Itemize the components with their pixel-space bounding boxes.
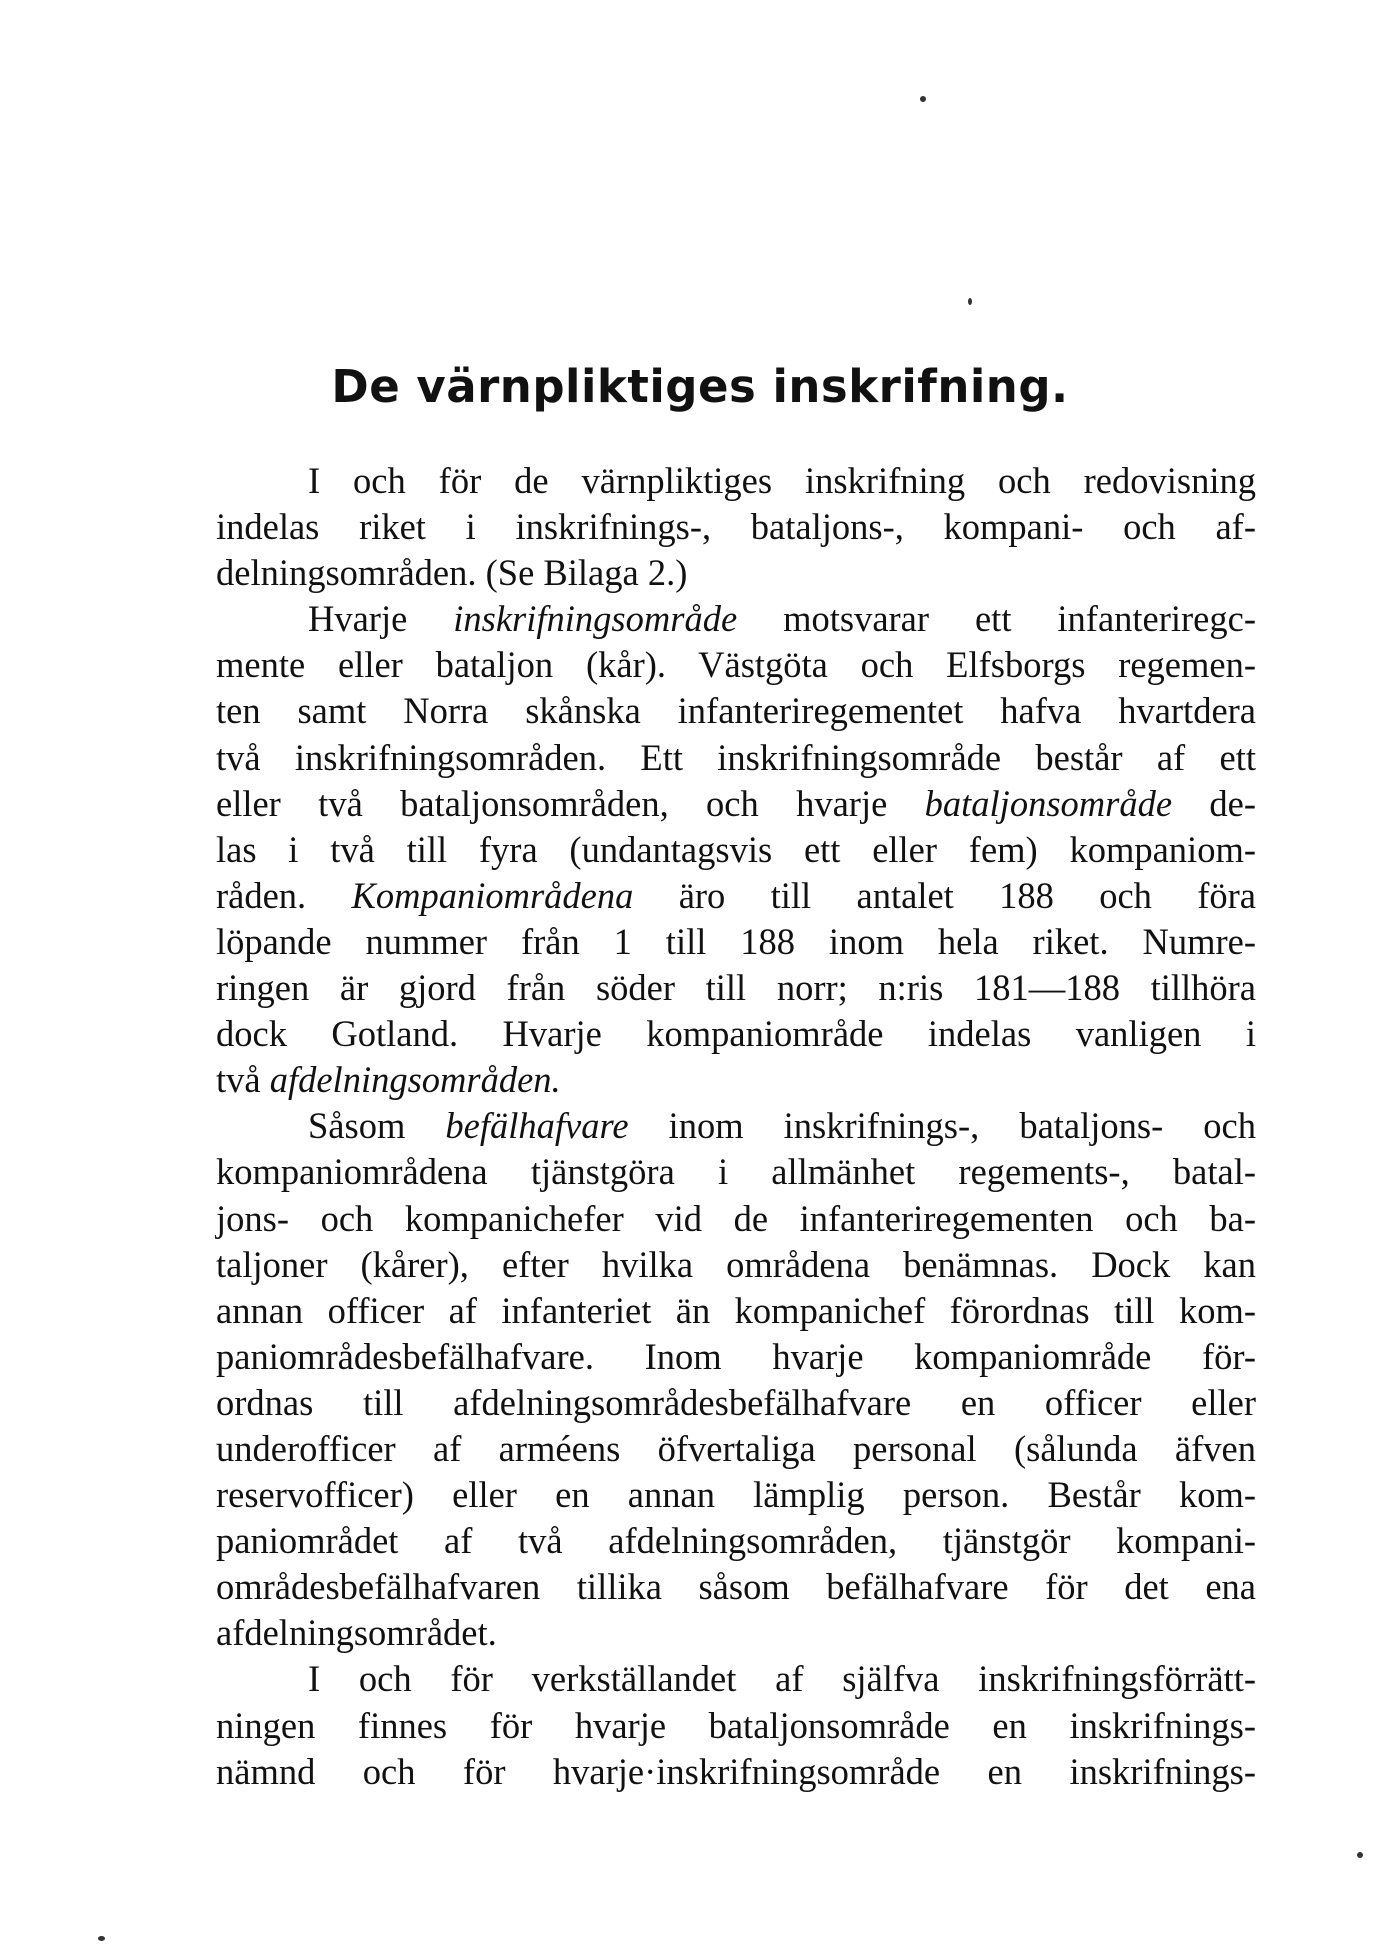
text-segment: dock Gotland. Hvarje kompaniområde indelas vanligen i: [216, 1013, 1256, 1055]
text-line: [216, 781, 1256, 827]
scan-speck: [1357, 1852, 1363, 1858]
body-text: [216, 458, 1256, 1795]
text-line: [216, 642, 1256, 688]
scan-speck: [98, 1936, 105, 1941]
text-line: [216, 458, 1256, 504]
text-segment: paniområdesbefälhafvare. Inom hvarje kompaniområde för-: [216, 1335, 1256, 1377]
text-line: [216, 873, 1256, 919]
text-segment: eller två bataljonsområden, och hvarje: [216, 782, 925, 824]
text-segment: delningsområden. (Se Bilaga 2.): [216, 552, 688, 594]
paragraph: [216, 1656, 1256, 1794]
text-segment: kompaniområdena tjänstgöra i allmänhet regements-, batal-: [216, 1151, 1256, 1193]
text-line: [216, 1380, 1256, 1426]
text-line: [216, 1610, 1256, 1656]
text-segment: annan officer af infanteriet än kompanichef förordnas till kom-: [216, 1289, 1256, 1331]
text-segment: områdesbefälhafvaren tillika såsom befälhafvare för det ena: [216, 1566, 1256, 1608]
text-line: [216, 1149, 1256, 1195]
text-segment: indelas riket i inskrifnings-, bataljons-, kompani- och af-: [216, 506, 1256, 548]
italic-term: inskrifningsområde: [453, 598, 738, 640]
text-line: [216, 1472, 1256, 1518]
text-segment: underofficer af arméens öfvertaliga personal (sålunda äfven: [216, 1427, 1256, 1469]
text-line: [216, 1242, 1256, 1288]
text-segment: I och för verkställandet af själfva inskrifningsförrätt-: [308, 1658, 1256, 1700]
text-segment: mente eller bataljon (kår). Västgöta och Elfsborgs regemen-: [216, 644, 1256, 686]
text-line: [216, 1426, 1256, 1472]
text-line: [216, 965, 1256, 1011]
text-segment: två inskrifningsområden. Ett inskrifningsområde består af ett: [216, 736, 1256, 778]
italic-term: bataljonsområde: [924, 782, 1173, 824]
text-segment: las i två till fyra (undantagsvis ett eller fem) kompaniom-: [216, 828, 1256, 870]
italic-term: Kompaniområdena: [351, 874, 634, 916]
text-line: [216, 550, 1256, 596]
text-line: [216, 735, 1256, 781]
text-segment: äro till antalet 188 och föra: [633, 874, 1256, 916]
text-segment: ordnas till afdelningsområdesbefälhafvare en officer eller: [216, 1381, 1256, 1423]
text-segment: råden.: [216, 874, 352, 916]
paragraph: [216, 596, 1256, 1103]
text-segment: afdelningsområdet.: [216, 1612, 497, 1654]
text-segment: motsvarar ett infanteriregc-: [737, 598, 1256, 640]
text-segment: inom inskrifnings-, bataljons- och: [628, 1105, 1256, 1147]
text-segment: nämnd och för hvarje·inskrifningsområde en inskrifnings-: [216, 1750, 1256, 1792]
text-segment: ten samt Norra skånska infanteriregementet hafva hvartdera: [216, 690, 1256, 732]
text-line: [216, 1564, 1256, 1610]
text-line: [216, 1196, 1256, 1242]
text-line: [216, 919, 1256, 965]
text-line: [216, 688, 1256, 734]
text-segment: två: [216, 1059, 270, 1101]
text-line: [216, 1656, 1256, 1702]
text-line: [216, 1057, 1256, 1103]
text-line: [216, 1703, 1256, 1749]
page-title: De värnpliktiges inskrifning.: [331, 360, 1069, 413]
text-line: [216, 1103, 1256, 1149]
text-segment: löpande nummer från 1 till 188 inom hela riket. Numre-: [216, 920, 1256, 962]
text-line: [216, 504, 1256, 550]
text-line: [216, 827, 1256, 873]
paragraph: [216, 458, 1256, 596]
text-segment: de-: [1172, 782, 1256, 824]
text-line: [216, 1749, 1256, 1795]
scan-speck: [920, 96, 926, 102]
text-segment: Såsom: [308, 1105, 446, 1147]
italic-term: befälhafvare: [445, 1105, 629, 1147]
text-segment: I och för de värnpliktiges inskrifning och redovisning: [308, 460, 1256, 501]
text-segment: jons- och kompanichefer vid de infanteriregementen och ba-: [216, 1197, 1256, 1239]
text-segment: taljoner (kårer), efter hvilka områdena benämnas. Dock kan: [216, 1243, 1256, 1285]
text-segment: reservofficer) eller en annan lämplig person. Består kom-: [216, 1474, 1256, 1516]
italic-term: afdelningsområden.: [269, 1059, 561, 1101]
paragraph: [216, 1103, 1256, 1656]
text-segment: paniområdet af två afdelningsområden, tjänstgör kompani-: [216, 1520, 1256, 1562]
text-line: [216, 1518, 1256, 1564]
text-line: [216, 1011, 1256, 1057]
scan-speck: [968, 298, 972, 305]
text-line: [216, 596, 1256, 642]
text-line: [216, 1334, 1256, 1380]
text-segment: Hvarje: [308, 598, 454, 640]
text-line: [216, 1288, 1256, 1334]
text-segment: ningen finnes för hvarje bataljonsområde en inskrifnings-: [216, 1704, 1256, 1746]
text-segment: ringen är gjord från söder till norr; n:ris 181—188 tillhöra: [216, 967, 1256, 1009]
